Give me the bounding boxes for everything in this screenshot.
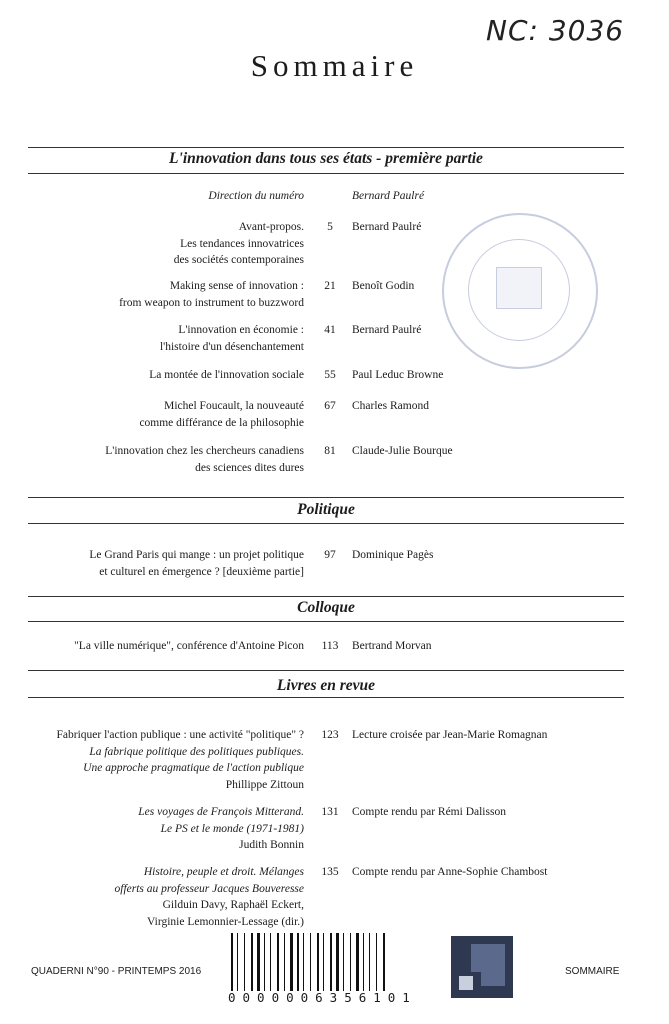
toc-entry-author: Bernard Paulré [352,221,422,233]
library-stamp [442,213,598,369]
toc-entry-author: Compte rendu par Rémi Dalisson [352,806,506,818]
section-rule [28,697,624,698]
toc-entry-author: Paul Leduc Browne [352,369,444,381]
toc-entry-page: 113 [321,640,339,652]
direction-name: Bernard Paulré [352,190,425,202]
barcode-stripe [290,933,293,991]
toc-entry-title: Making sense of innovation : from weapon to instrument to buzzword [119,280,304,309]
toc-entry-author: Compte rendu par Anne-Sophie Chambost [352,866,548,878]
toc-entry-title: Fabriquer l'action publique : une activité "politique" ? La fabrique politique des politiques publiques. Une approche pragmatique de l'action publique Phillippe Zittoun [56,729,304,791]
section-heading-colloque: Colloque [297,599,355,616]
section-rule [28,670,624,671]
barcode-stripe [251,933,253,991]
section-rule [28,497,624,498]
barcode-stripe [330,933,332,991]
section-rule [28,523,624,524]
section-rule [28,147,624,148]
barcode-stripe [231,933,233,991]
barcode-stripe [376,933,377,991]
footer-section: SOMMAIRE [565,966,620,977]
barcode-stripe [284,933,285,991]
barcode-stripe [336,933,339,991]
stamp-emblem [496,267,542,309]
page-title: Sommaire [250,48,419,83]
section-rule [28,621,624,622]
direction-label: Direction du numéro [208,190,304,202]
toc-entry-page: 123 [321,729,339,741]
section-rule [28,173,624,174]
publisher-logo [451,936,513,998]
toc-entry-page: 131 [321,806,339,818]
toc-entry-page: 21 [324,280,336,292]
barcode-stripe [323,933,324,991]
barcode-stripe [257,933,260,991]
barcode-stripe [383,933,385,991]
toc-entry-title: Michel Foucault, la nouveauté comme différance de la philosophie [139,400,304,429]
barcode [231,933,451,991]
toc-entry-title: Avant-propos. Les tendances innovatrices des sociétés contemporaines [173,221,304,266]
barcode-stripe [310,933,311,991]
barcode-stripe [350,933,351,991]
toc-entry-author: Bernard Paulré [352,324,422,336]
barcode-stripe [356,933,359,991]
toc-entry-author: Dominique Pagès [352,549,434,561]
barcode-stripe [297,933,299,991]
section-heading-innovation: L'innovation dans tous ses états - première partie [169,150,483,167]
toc-entry-page: 81 [324,445,336,457]
toc-entry-page: 41 [324,324,336,336]
barcode-stripe [244,933,245,991]
section-rule [28,596,624,597]
toc-entry-title: La montée de l'innovation sociale [149,369,304,381]
toc-entry-page: 97 [324,549,336,561]
toc-entry-author: Lecture croisée par Jean-Marie Romagnan [352,729,548,741]
toc-entry-page: 135 [321,866,339,878]
barcode-stripe [270,933,271,991]
handwritten-note: NC: 3036 [486,14,625,47]
toc-entry-author: Bertrand Morvan [352,640,432,652]
barcode-stripe [363,933,364,991]
barcode-stripe [343,933,344,991]
barcode-stripe [303,933,304,991]
toc-entry-title: L'innovation en économie : l'histoire d'un désenchantement [159,324,304,353]
barcode-stripe [264,933,265,991]
toc-entry-title: "La ville numérique", conférence d'Antoine Picon [74,640,304,652]
toc-entry-page: 5 [327,221,333,233]
section-heading-politique: Politique [297,501,355,518]
barcode-number: 0000006356101 [228,990,417,1005]
toc-entry-title: Le Grand Paris qui mange : un projet politique et culturel en émergence ? [deuxième partie] [89,549,304,578]
toc-entry-page: 67 [324,400,336,412]
toc-entry-title: L'innovation chez les chercheurs canadiens des sciences dites dures [105,445,304,474]
toc-entry-author: Benoît Godin [352,280,415,292]
section-heading-livres: Livres en revue [276,677,376,694]
toc-entry-author: Charles Ramond [352,400,429,412]
toc-entry-title: Les voyages de François Mitterand. Le PS et le monde (1971-1981) Judith Bonnin [138,806,304,851]
footer-issue: QUADERNI N°90 - PRINTEMPS 2016 [31,966,202,977]
barcode-stripe [277,933,279,991]
toc-entry-page: 55 [324,369,336,381]
barcode-stripe [317,933,319,991]
toc-entry-title: Histoire, peuple et droit. Mélanges offerts au professeur Jacques Bouveresse Gilduin Davy, Raphaël Eckert, Virginie Lemonnier-Lessage (dir.) [114,866,304,928]
toc-entry-author: Claude-Julie Bourque [352,445,453,457]
barcode-stripe [369,933,370,991]
barcode-stripe [237,933,238,991]
